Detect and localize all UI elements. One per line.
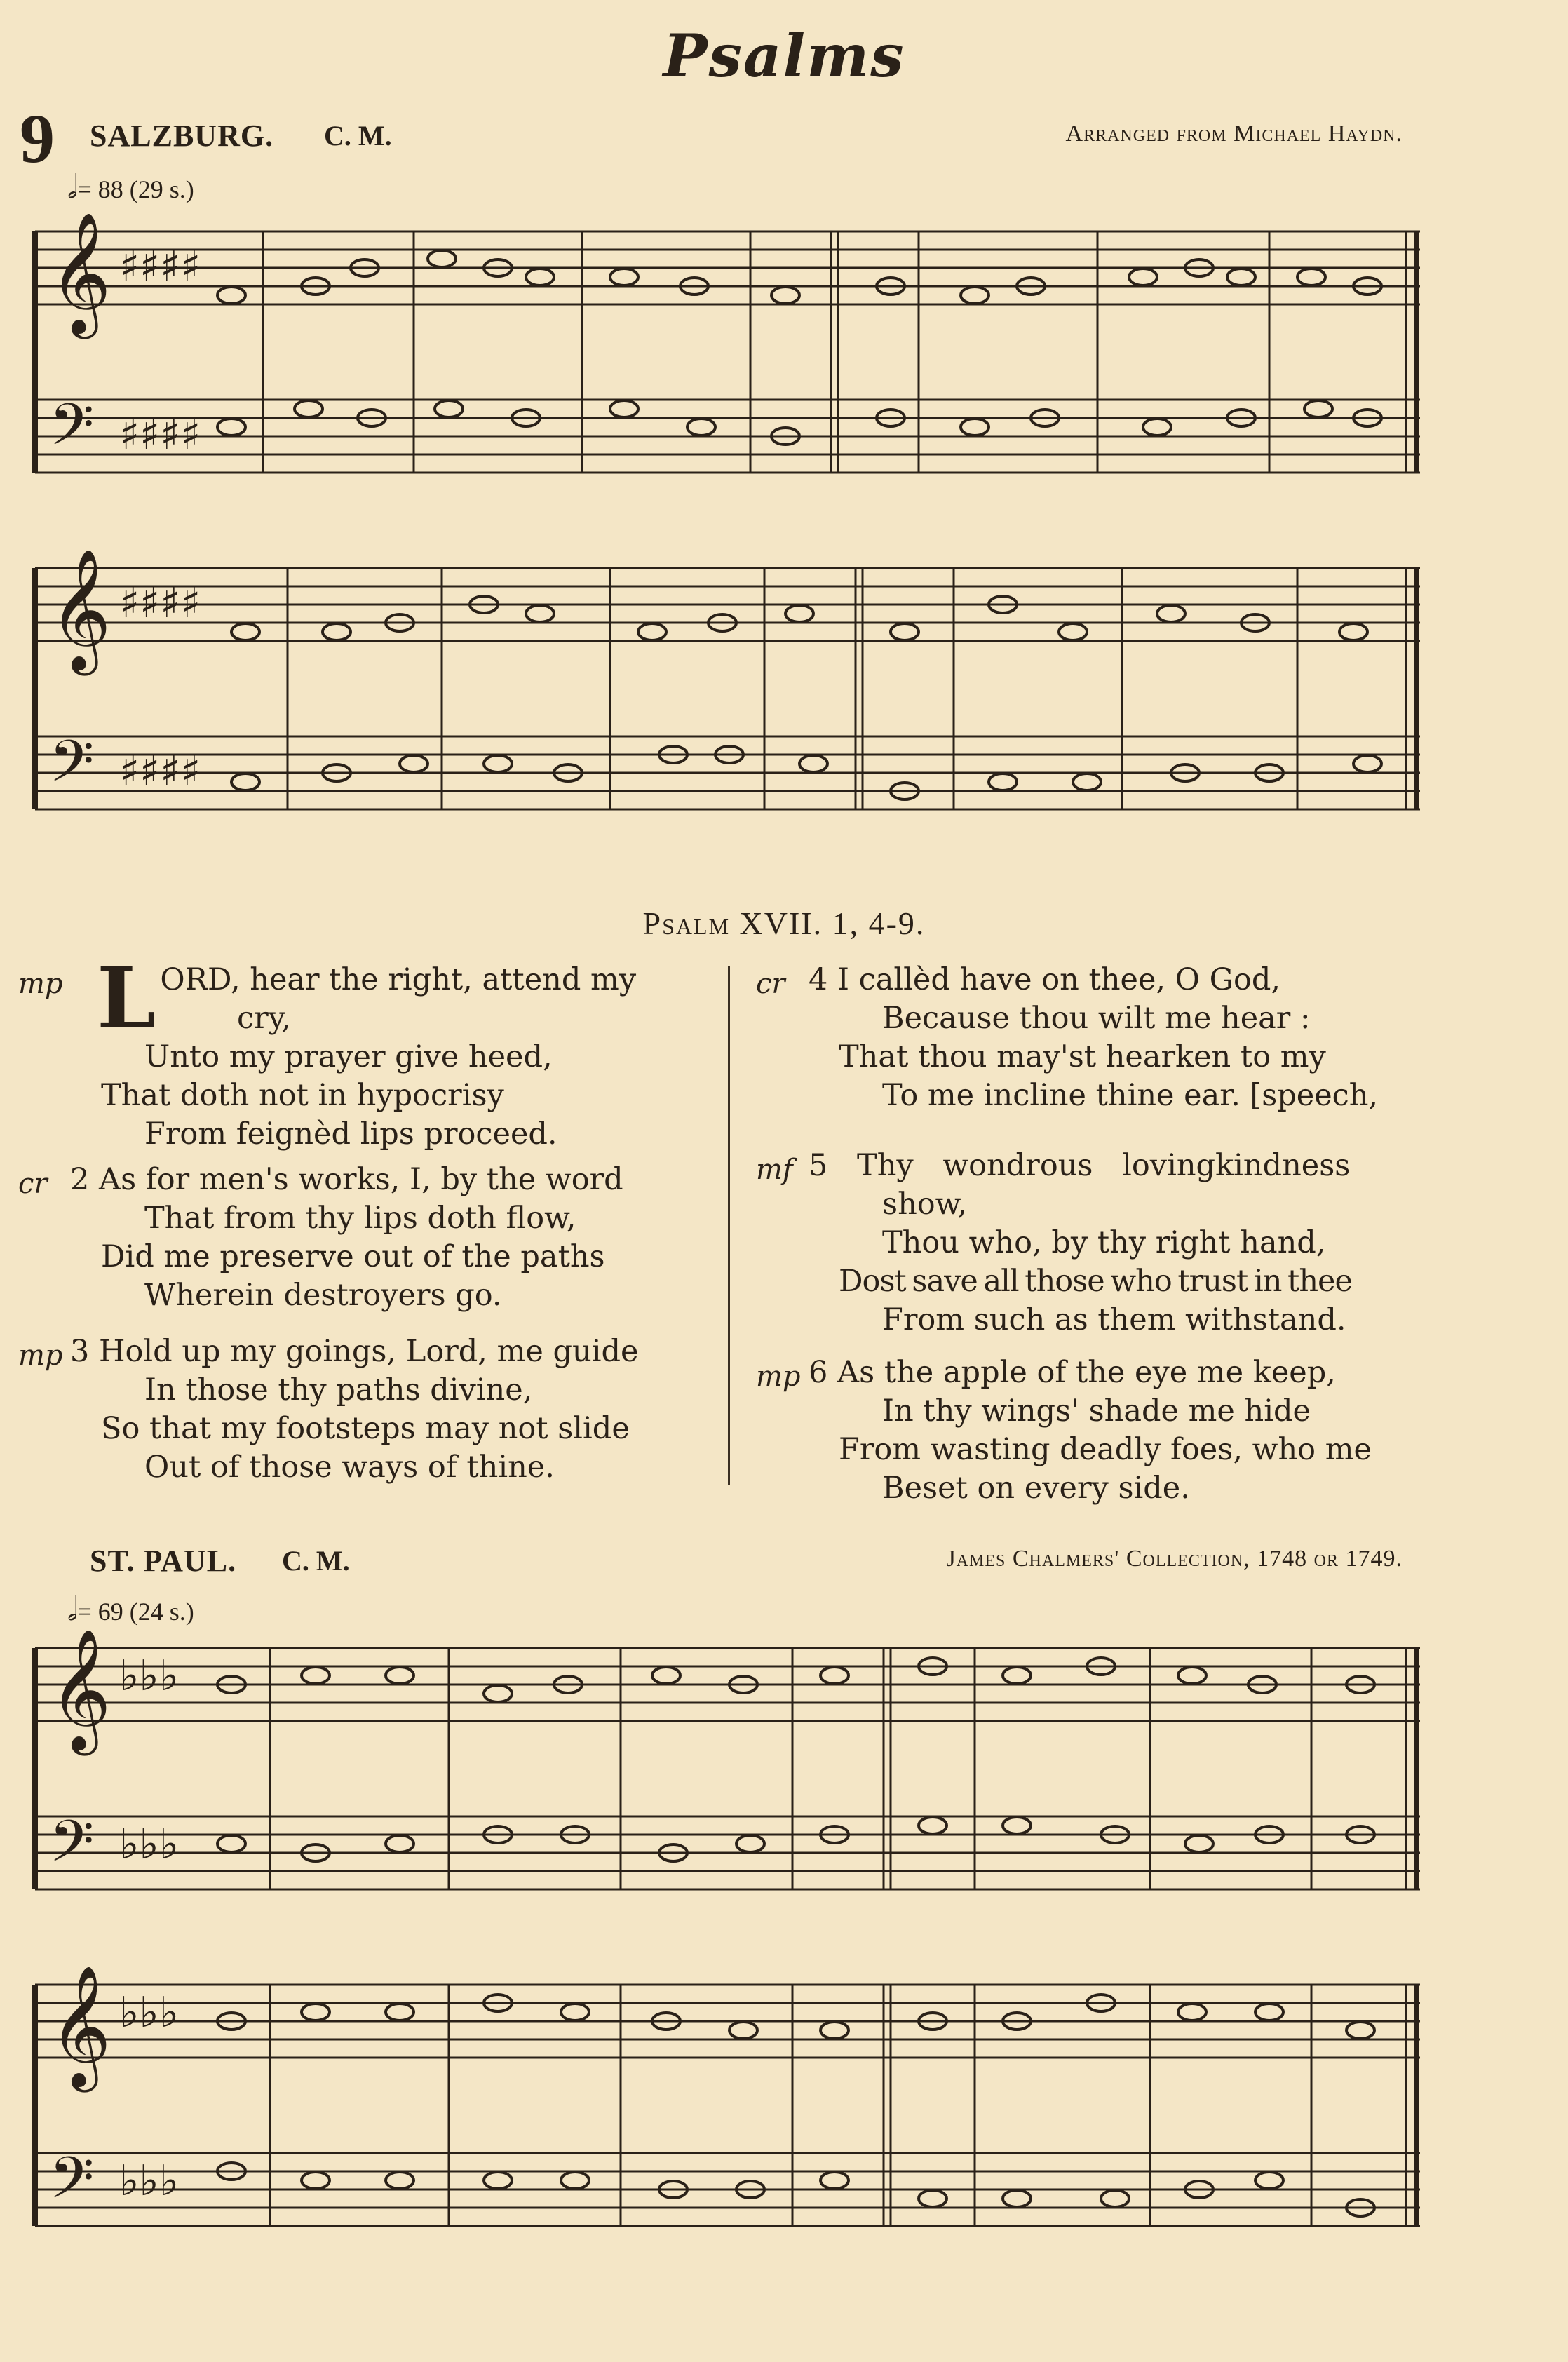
notes-treble (217, 1658, 1374, 1702)
notes-treble (217, 250, 1381, 304)
bass-clef-icon: 𝄢 (49, 2144, 95, 2226)
tune-meter: C. M. (324, 120, 392, 151)
verse-6 (756, 1354, 1457, 1525)
tune-number: 9 (20, 100, 55, 177)
verse-line: 3 Hold up my goings, Lord, me guide (70, 1334, 639, 1369)
verse-line: Did me preserve out of the paths (101, 1239, 605, 1274)
verse-line: Dost save all those who trust in thee (839, 1264, 1352, 1299)
tune-name: ST. PAUL. (90, 1544, 237, 1578)
tune-attribution: Arranged from Michael Haydn. (1065, 121, 1403, 147)
verse-line: show, (882, 1187, 968, 1222)
system-2 (35, 548, 1420, 809)
key-signature-sharps-icon: ♯♯♯♯ (119, 747, 201, 796)
key-signature-sharps-icon: ♯♯♯♯ (119, 579, 201, 628)
verse-line: From such as them withstand. (882, 1302, 1346, 1337)
tempo-mark (67, 168, 194, 207)
music-score-st-paul (21, 1627, 1431, 2328)
treble-clef-icon: 𝄞 (49, 1965, 111, 2087)
key-signature-flats-icon: ♭♭♭ (119, 1988, 179, 2037)
tempo-text: = 88 (29 s.) (77, 175, 194, 203)
verse-line: cry, (237, 1001, 291, 1036)
treble-clef-icon: 𝄞 (49, 212, 111, 334)
verse-line: 5 Thy wondrous lovingkindness (809, 1148, 1351, 1183)
verse-line: In thy wings' shade me hide (882, 1393, 1311, 1429)
tune-name: SALZBURG. (90, 119, 274, 153)
verse-line: 6 As the apple of the eye me keep, (809, 1355, 1336, 1390)
verse-line: In those thy paths divine, (144, 1372, 533, 1408)
key-signature-flats-icon: ♭♭♭ (119, 1652, 179, 1701)
tempo-text: = 69 (24 s.) (77, 1598, 194, 1626)
notes-treble (231, 596, 1367, 640)
notes-bass (217, 1817, 1374, 1861)
half-note-icon: 𝅗𝅥 (67, 1591, 78, 1627)
treble-staff (35, 1985, 1420, 2058)
tune-attribution: James Chalmers' Collection, 1748 or 1749. (946, 1546, 1403, 1572)
verse-line: To me incline thine ear. [speech, (882, 1078, 1379, 1113)
key-signature-flats-icon: ♭♭♭ (119, 1820, 179, 1869)
verse-line: 2 As for men's works, I, by the word (70, 1162, 623, 1197)
half-note-icon: 𝅗𝅥 (67, 169, 78, 205)
verse-column-left (18, 949, 712, 1504)
dynamic-mark: mp (18, 968, 63, 1000)
verse-column-right (756, 961, 1457, 1525)
treble-clef-icon: 𝄞 (49, 548, 111, 670)
verse-line: From feignèd lips proceed. (144, 1116, 557, 1152)
bass-staff (35, 1816, 1420, 1889)
system-2 (35, 1965, 1420, 2226)
verse-line: Unto my prayer give heed, (144, 1039, 553, 1074)
verse-line: ORD, hear the right, attend my (160, 962, 637, 997)
verse-5 (756, 1147, 1457, 1354)
verse-4 (756, 961, 1457, 1140)
verse-line: Wherein destroyers go. (144, 1278, 502, 1313)
bass-clef-icon: 𝄢 (49, 727, 95, 809)
treble-staff (35, 1648, 1420, 1721)
dynamic-mark: mp (756, 1361, 801, 1393)
bass-clef-icon: 𝄢 (49, 1807, 95, 1889)
notes-bass (217, 400, 1381, 445)
dynamic-mark: mf (756, 1154, 793, 1186)
dynamic-mark: mp (18, 1339, 63, 1372)
verse-line: Because thou wilt me hear : (882, 1001, 1311, 1036)
bass-staff (35, 400, 1420, 473)
tune-meter: C. M. (282, 1545, 350, 1577)
column-divider (728, 966, 730, 1485)
verse-line: From wasting deadly foes, who me (839, 1432, 1372, 1467)
verse-line: So that my footsteps may not slide (101, 1411, 630, 1446)
verse-line: Beset on every side. (882, 1471, 1190, 1506)
verse-2 (18, 1161, 712, 1332)
page-title: Psalms (663, 21, 905, 90)
verse-line: That doth not in hypocrisy (101, 1078, 504, 1113)
psalm-heading: Psalm XVII. 1, 4-9. (642, 905, 926, 941)
key-signature-sharps-icon: ♯♯♯♯ (119, 410, 201, 459)
verse-3 (18, 1332, 712, 1504)
system-1 (35, 1628, 1420, 1889)
verse-line: That from thy lips doth flow, (144, 1201, 576, 1236)
drop-cap: L (97, 949, 156, 1048)
key-signature-sharps-icon: ♯♯♯♯ (119, 242, 201, 291)
music-score-salzburg (21, 210, 1431, 912)
system-1 (35, 212, 1420, 473)
notes-treble (217, 1995, 1374, 2039)
key-signature-flats-icon: ♭♭♭ (119, 2157, 179, 2206)
verse-line: 4 I callèd have on thee, O God, (809, 962, 1281, 997)
verse-line: Thou who, by thy right hand, (882, 1225, 1326, 1260)
bass-clef-icon: 𝄢 (49, 391, 95, 473)
treble-clef-icon: 𝄞 (49, 1628, 111, 1750)
verse-line: That thou may'st hearken to my (839, 1039, 1326, 1074)
tempo-mark (67, 1591, 194, 1629)
verse-line: Out of those ways of thine. (144, 1450, 555, 1485)
dynamic-mark: cr (18, 1168, 48, 1200)
dynamic-mark: cr (756, 968, 785, 1000)
verse-1 (18, 949, 712, 1154)
